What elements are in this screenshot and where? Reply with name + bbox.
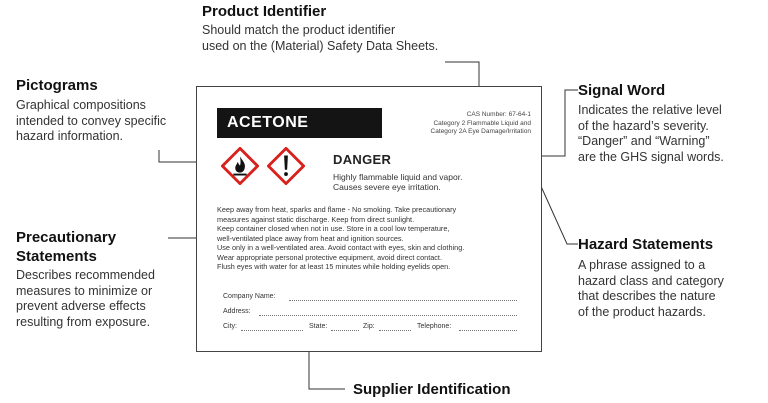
address-label: Address: [223,308,251,315]
product-identifier-title: Product Identifier [202,3,327,20]
hazard-statements-desc-line: of the product hazards. [578,304,706,319]
state-label: State: [309,323,328,330]
telephone-label: Telephone: [417,323,452,330]
product-identifier-desc-line: Should match the product identifier [202,23,396,37]
hazard-statement: Causes severe eye irritation. [333,182,441,192]
signal-word-title: Signal Word [578,82,666,99]
hazard-statements-desc-line: A phrase assigned to a [578,258,706,272]
pictograms-desc-line: Graphical compositions [16,98,146,112]
precautionary-line: Keep away from heat, sparks and flame - No smoking. Take precautionary [217,205,457,214]
zip-line [379,329,411,331]
hazard-statements [333,172,462,192]
precautionary-line: Wear appropriate personal protective equipment, avoid direct contact. [217,252,442,262]
hazard-statements-desc-line: hazard class and category [578,273,724,288]
precautionary-line: Flush eyes with water for at least 15 minutes while holding eyelids open. [217,262,451,271]
precautionary-desc-line: prevent adverse effects [16,299,146,313]
pictograms-desc-line: intended to convey specific [16,113,167,128]
cas-info [431,111,531,137]
pictograms-title: Pictograms [16,77,98,94]
precautionary-title-line: Precautionary [16,229,117,246]
pictograms-desc-line: hazard information. [16,129,124,143]
signal-word-description [578,103,724,165]
signal-word: DANGER [333,152,392,167]
hazard-statement: Highly flammable liquid and vapor. [333,172,463,182]
pictograms-description [16,98,166,145]
zip-label: Zip: [363,323,375,330]
precautionary-line: Use only in a well-ventilated area. Avoid contact with eyes, skin and clothing. [217,243,465,252]
city-label: City: [223,323,237,330]
hazard-category-line: Category 2 Flammable Liquid and [433,119,531,127]
product-identifier-description [202,23,438,54]
signal-word-desc-line: are the GHS signal words. [578,149,724,164]
precautionary-statements-description [16,268,155,330]
precautionary-desc-line: measures to minimize or [16,283,153,298]
precautionary-desc-line: Describes recommended [16,268,155,282]
company-name-line [289,299,517,301]
hazard-statements-description [578,258,724,320]
precautionary-line: measures against static discharge. Keep from direct sunlight. [217,214,415,224]
address-line [259,314,517,316]
precautionary-desc-line: resulting from exposure. [16,314,151,329]
state-line [331,329,359,331]
precautionary-line: Keep container closed when not in use. Store in a cool low temperature, [217,224,450,233]
supplier-identification-title: Supplier Identification [353,381,511,398]
hazard-category-line: Category 2A Eye Damage/Irritation [430,128,531,135]
company-name-label: Company Name: [223,293,276,300]
precautionary-title-line: Statements [16,248,97,265]
city-line [241,329,303,331]
precautionary-statements-title [16,228,116,266]
signal-word-desc-line: of the hazard’s severity. [578,118,709,133]
telephone-line [459,329,517,331]
precautionary-statements [217,205,464,272]
chemical-label [196,86,542,352]
signal-word-desc-line: Indicates the relative level [578,103,722,117]
hazard-statements-title: Hazard Statements [578,236,714,253]
cas-number: CAS Number: 67-64-1 [466,111,531,118]
signal-word-desc-line: “Danger” and “Warning” [578,134,710,148]
leader-product-identifier [445,62,479,88]
product-identifier-desc-line: used on the (Material) Safety Data Sheets. [202,38,439,53]
exclamation-mark-icon [267,147,305,185]
hazard-statements-desc-line: that describes the nature [578,289,716,303]
flame-icon [221,147,259,185]
product-identifier-bar: ACETONE [217,108,382,138]
precautionary-line: well-ventilated place away from heat and ignition sources. [217,233,404,243]
